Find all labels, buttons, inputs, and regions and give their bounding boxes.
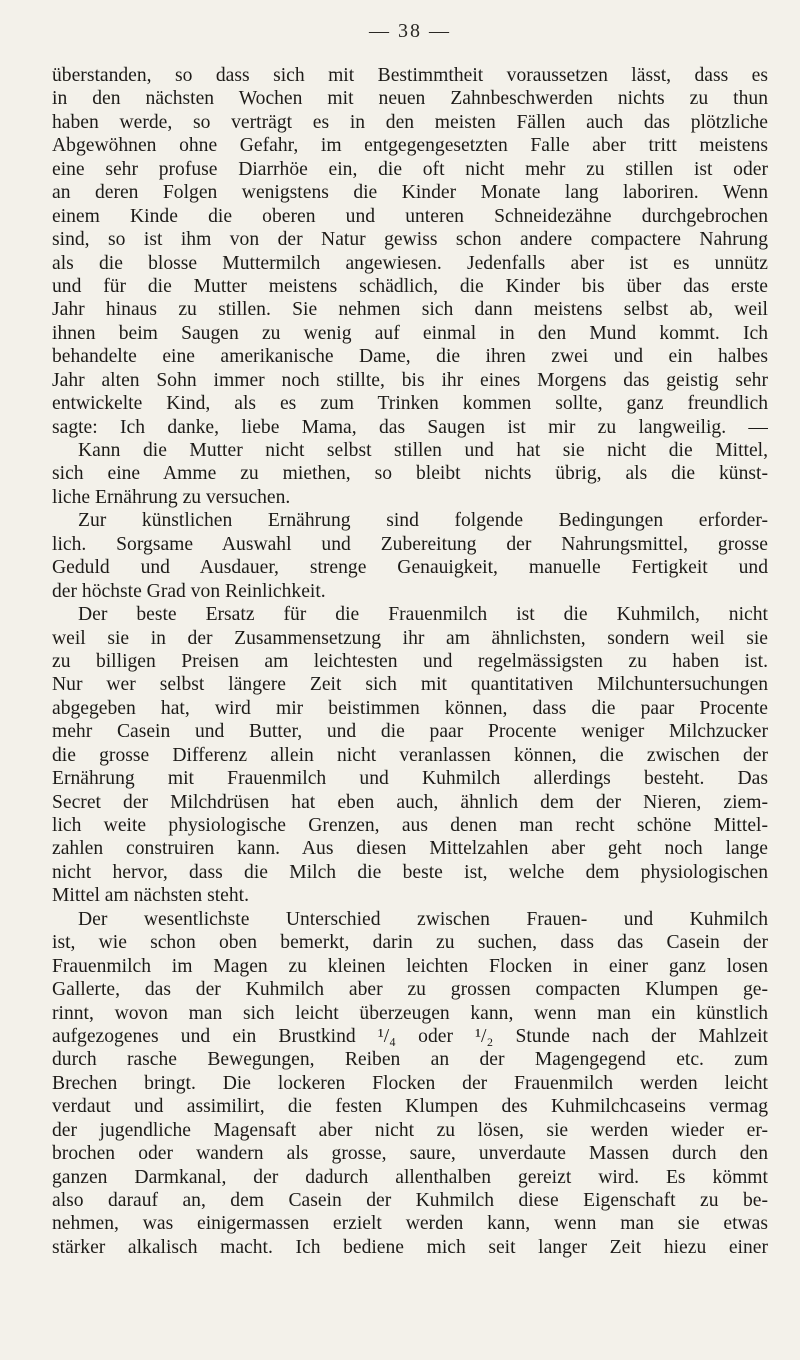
text-line: nicht hervor, dass die Milch die beste ist, welche dem physiologischen <box>52 861 768 883</box>
text-line: zu billigen Preisen am leichtesten und regelmässigsten zu haben ist. <box>52 650 768 672</box>
text-line: Geduld und Ausdauer, strenge Genauigkeit, manuelle Fertigkeit und <box>52 557 768 579</box>
text-line: haben werde, so verträgt es in den meisten Fällen auch das plötzliche <box>52 111 768 133</box>
text-line: Jahr hinaus zu stillen. Sie nehmen sich dann meistens selbst ab, weil <box>52 299 768 321</box>
text-line: Brechen bringt. Die lockeren Flocken der Frauenmilch werden leicht <box>52 1072 768 1094</box>
text-line: also darauf an, dem Casein der Kuhmilch diese Eigenschaft zu be- <box>52 1190 768 1211</box>
text-line: Zur künstlichen Ernährung sind folgende Bedingungen erforder- <box>78 510 768 532</box>
text-line: die grosse Differenz allein nicht veranlassen können, die zwischen der <box>52 744 768 766</box>
text-line: an deren Folgen wenigstens die Kinder Monate lang laboriren. Wenn <box>52 182 768 204</box>
text-line: behandelte eine amerikanische Dame, die ihren zwei und ein halbes <box>52 346 768 368</box>
text-line: abgegeben hat, wird mir beistimmen können, dass die paar Procente <box>52 697 768 719</box>
text-line: lich. Sorgsame Auswahl und Zubereitung der Nahrungsmittel, grosse <box>52 533 768 555</box>
text-line: der jugendliche Magensaft aber nicht zu lösen, sie werden wieder er- <box>52 1119 768 1141</box>
text-line: brochen oder wandern als grosse, saure, unverdaute Massen durch den <box>52 1143 768 1165</box>
text-line: liche Ernährung zu versuchen. <box>52 486 291 508</box>
text-line: einem Kinde die oberen und unteren Schneidezähne durchgebrochen <box>52 205 768 227</box>
text-line: rinnt, wovon man sich leicht überzeugen kann, wenn man ein künstlich <box>52 1002 768 1024</box>
text-line: ganzen Darmkanal, der dadurch allenthalben gereizt wird. Es kömmt <box>52 1166 768 1188</box>
text-line: sich eine Amme zu miethen, so bleibt nichts übrig, als die künst- <box>52 463 768 485</box>
text-line: ihnen beim Saugen zu wenig auf einmal in den Mund kommt. Ich <box>52 322 768 344</box>
text-line: Der beste Ersatz für die Frauenmilch ist die Kuhmilch, nicht <box>78 604 768 626</box>
text-line: als die blosse Muttermilch angewiesen. Jedenfalls aber ist es unnütz <box>52 252 768 274</box>
text-line: stärker alkalisch macht. Ich bediene mich seit langer Zeit hiezu einer <box>52 1236 768 1258</box>
text-line: zahlen construiren kann. Aus diesen Mittelzahlen aber geht noch lange <box>52 838 768 860</box>
text-line: und für die Mutter meistens schädlich, die Kinder bis über das erste <box>52 275 768 297</box>
text-line: Mittel am nächsten steht. <box>52 885 249 907</box>
book-page <box>52 0 768 1360</box>
text-line: Jahr alten Sohn immer noch stillte, bis ihr eines Morgens das geistig sehr <box>52 369 768 391</box>
text-line: Frauenmilch im Magen zu kleinen leichten Flocken in einer ganz losen <box>52 955 768 977</box>
text-line: weil sie in der Zusammensetzung ihr am ähnlichsten, sondern weil sie <box>52 627 768 649</box>
text-line: in den nächsten Wochen mit neuen Zahnbeschwerden nichts zu thun <box>52 88 768 110</box>
text-line: sagte: Ich danke, liebe Mama, das Saugen ist mir zu langweilig. — <box>52 416 768 438</box>
page-number: — 38 — <box>369 20 451 42</box>
text-line: durch rasche Bewegungen, Reiben an der Magengegend etc. zum <box>52 1049 768 1071</box>
text-line: überstanden, so dass sich mit Bestimmtheit voraussetzen lässt, dass es <box>52 65 768 86</box>
text-line: Secret der Milchdrüsen hat eben auch, ähnlich dem der Nieren, ziem- <box>52 791 768 813</box>
text-line: aufgezogenes und ein Brustkind ¹/₄ oder ¹/₂ Stunde nach der Mahlzeit <box>52 1025 768 1047</box>
text-line: eine sehr profuse Diarrhöe ein, die oft nicht mehr zu stillen ist oder <box>52 158 768 180</box>
text-line: Abgewöhnen ohne Gefahr, im entgegengesetzten Falle aber tritt meistens <box>52 135 768 157</box>
text-line: Der wesentlichste Unterschied zwischen Frauen- und Kuhmilch <box>78 908 768 930</box>
text-line: ist, wie schon oben bemerkt, darin zu suchen, dass das Casein der <box>52 932 768 954</box>
text-line: Gallerte, das der Kuhmilch aber zu grossen compacten Klumpen ge- <box>52 979 768 1001</box>
text-line: entwickelte Kind, als es zum Trinken kommen sollte, ganz freundlich <box>52 393 768 415</box>
text-line: verdaut und assimilirt, die festen Klumpen des Kuhmilchcaseins vermag <box>52 1096 768 1118</box>
text-line: Nur wer selbst längere Zeit sich mit quantitativen Milchuntersuchungen <box>52 674 768 696</box>
text-line: nehmen, was einigermassen erzielt werden kann, wenn man sie etwas <box>52 1213 768 1235</box>
body-text <box>52 64 768 1259</box>
text-line: Kann die Mutter nicht selbst stillen und hat sie nicht die Mittel, <box>78 440 768 461</box>
text-line: lich weite physiologische Grenzen, aus denen man recht schöne Mittel- <box>52 815 768 836</box>
text-line: sind, so ist ihm von der Natur gewiss schon andere compactere Nahrung <box>52 229 768 251</box>
text-line: Ernährung mit Frauenmilch und Kuhmilch allerdings besteht. Das <box>52 768 768 790</box>
text-line: mehr Casein und Butter, und die paar Procente weniger Milchzucker <box>52 721 768 743</box>
text-line: der höchste Grad von Reinlichkeit. <box>52 580 326 602</box>
